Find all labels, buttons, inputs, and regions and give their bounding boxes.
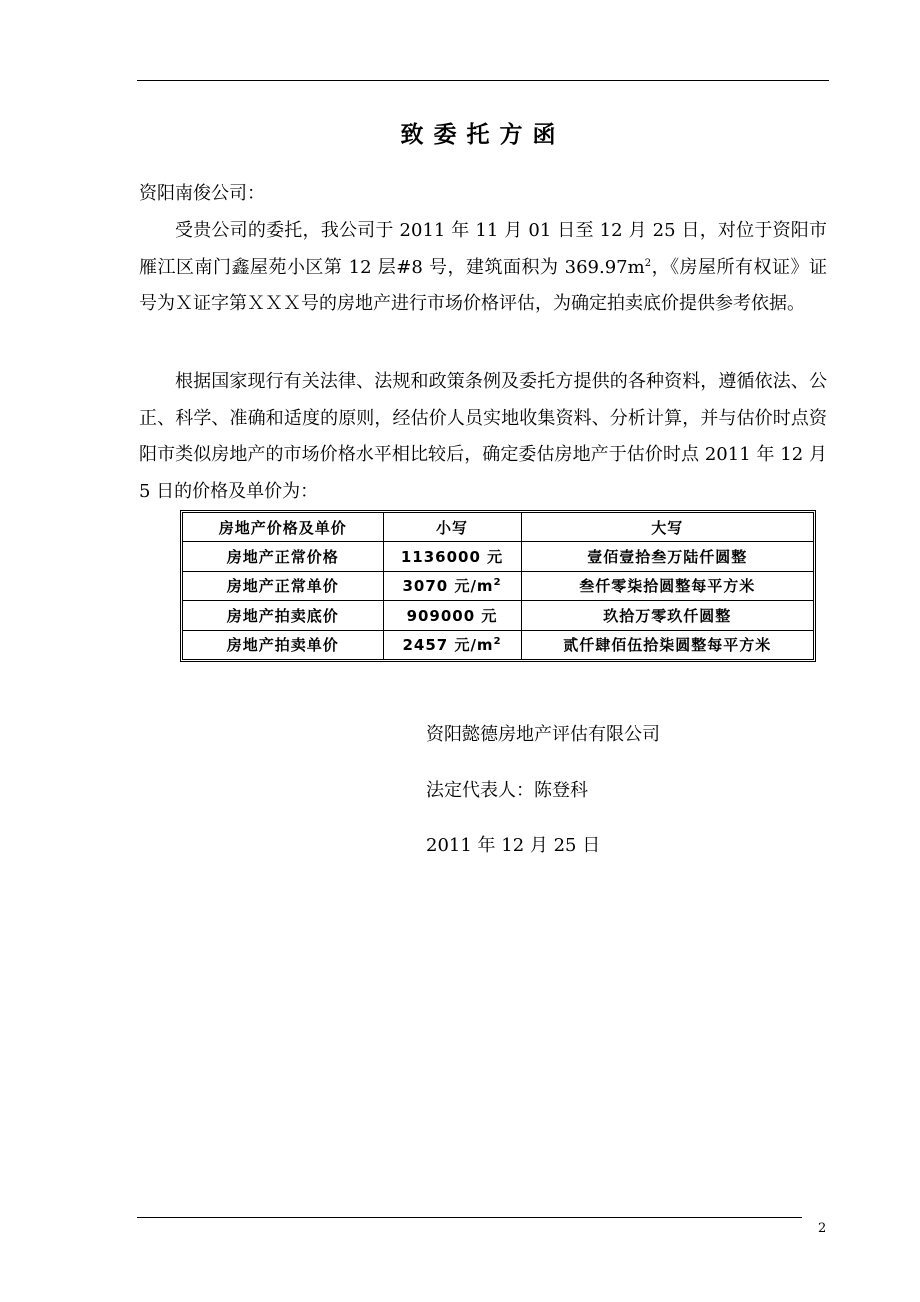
salutation: 资阳南俊公司：	[139, 183, 265, 204]
row-amount	[383, 601, 521, 630]
page-number: 2	[818, 1221, 827, 1236]
paragraph-basis: 根据国家现行有关法律、法规和政策条例及委托方提供的各种资料，遵循依法、公正、科学、准确和适度的原则，经估价人员实地收集资料、分析计算，并与估价时点资阳市类似房地产的市场价格水平相比较后，确定委估房地产于估价时点 2011 年 12 月 5 日的价格及单价为：	[139, 371, 827, 502]
row-words: 玖拾万零玖仟圆整	[521, 601, 813, 630]
paragraph-commission-text-a: 受贵公司的委托，我公司于 2011 年 11 月 01 日至 12 月 25 日，对位于资阳市雁江区南门鑫屋苑小区第 12 层#8 号，建筑面积为 369.97m	[139, 220, 827, 278]
footer-rule	[137, 1217, 802, 1218]
document-title: 致委托方函	[400, 121, 566, 148]
row-words: 叁仟零柒拾圆整每平方米	[521, 571, 813, 600]
row-item: 房地产正常价格	[183, 542, 383, 571]
area-unit-superscript: 2	[644, 257, 652, 269]
header-rule	[137, 80, 829, 81]
price-table	[183, 513, 813, 659]
row-amount	[383, 542, 521, 571]
row-amount-value: 3070 元/m	[402, 577, 494, 596]
price-table-frame	[180, 510, 816, 662]
paragraph-commission	[139, 213, 827, 323]
row-amount-value: 2457 元/m	[402, 636, 494, 655]
price-table-header-row	[183, 513, 813, 542]
row-item: 房地产正常单价	[183, 571, 383, 600]
table-row	[183, 601, 813, 630]
table-row	[183, 630, 813, 659]
row-amount	[383, 571, 521, 600]
row-item: 房地产拍卖底价	[183, 601, 383, 630]
header-words: 大写	[521, 513, 813, 542]
signature-date: 2011 年 12 月 25 日	[426, 835, 601, 856]
table-row	[183, 542, 813, 571]
row-item: 房地产拍卖单价	[183, 630, 383, 659]
header-item: 房地产价格及单价	[183, 513, 383, 542]
row-amount-value: 1136000 元	[400, 548, 504, 567]
signature-representative: 法定代表人：陈登科	[426, 780, 588, 801]
row-amount-sup: 2	[493, 636, 502, 648]
row-amount-sup: 2	[493, 577, 502, 589]
row-words: 壹佰壹拾叁万陆仟圆整	[521, 542, 813, 571]
row-amount	[383, 630, 521, 659]
header-amount: 小写	[383, 513, 521, 542]
paragraph-commission-text-b: ，《房屋所有权证》证号为Ｘ证字第ＸＸＸ号的房地产进行市场价格评估，为确定拍卖底价提供参考依据。	[139, 256, 828, 314]
row-words: 贰仟肆佰伍拾柒圆整每平方米	[521, 630, 813, 659]
row-amount-value: 909000 元	[406, 606, 498, 625]
signature-company: 资阳懿德房地产评估有限公司	[426, 724, 660, 745]
table-row	[183, 571, 813, 600]
